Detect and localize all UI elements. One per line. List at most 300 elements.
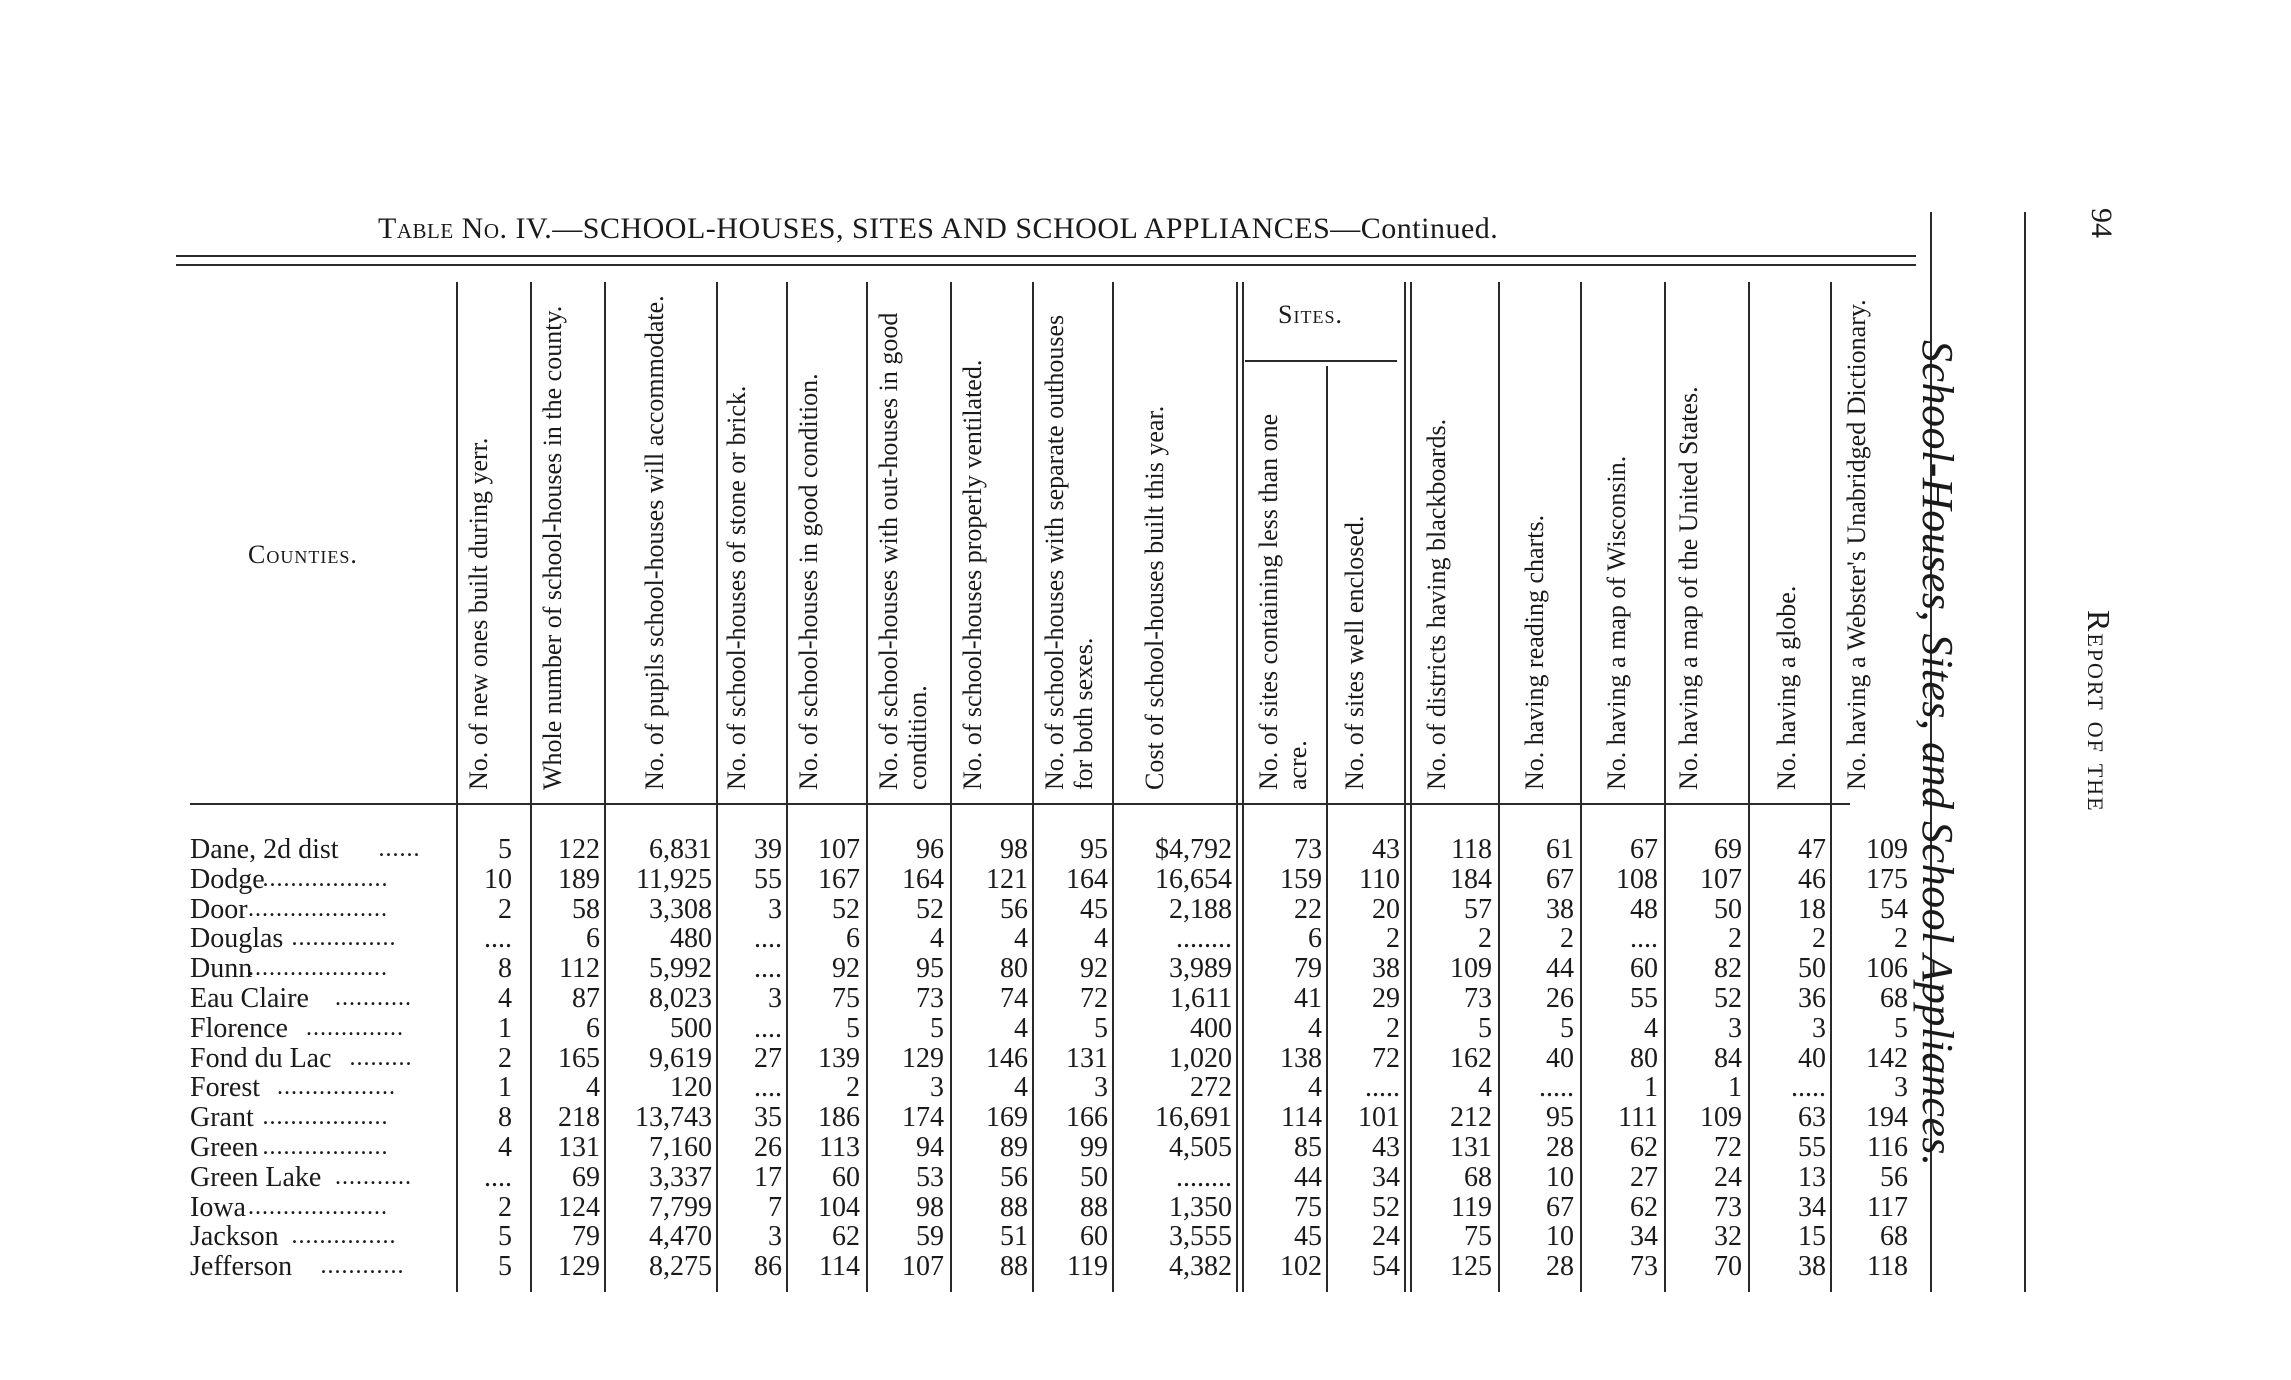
table-cell: 34	[1798, 1191, 1826, 1223]
table-cell: 118	[1451, 834, 1492, 865]
county-name: Jackson	[190, 1221, 279, 1253]
sites-header: Sites.	[1278, 300, 1343, 329]
table-cell: 212	[1450, 1102, 1492, 1134]
col-sep	[530, 282, 532, 1292]
table-cell: 16,691	[1155, 1102, 1232, 1134]
table-cell: 43	[1372, 834, 1400, 865]
table-cell: 35	[754, 1102, 782, 1134]
table-cell: 10	[1546, 1161, 1574, 1193]
col-header-good-condition: No. of school-houses in good condition.	[794, 373, 823, 790]
table-cell: 109	[1866, 834, 1908, 865]
table-cell: 3	[1728, 1012, 1742, 1044]
running-title: School-Houses, Sites, and School Appliances.	[1913, 340, 1962, 1167]
table-cell: 73	[1714, 1191, 1742, 1223]
table-cell: 40	[1798, 1042, 1826, 1074]
table-cell: 11,925	[636, 863, 712, 895]
county-name: Eau Claire	[190, 983, 309, 1014]
leader-dots: ...............	[291, 1223, 397, 1250]
col-sep	[786, 282, 788, 1292]
col-sep	[456, 282, 458, 1292]
col-sep-double	[1242, 282, 1244, 1292]
table-cell: 125	[1450, 1251, 1492, 1283]
table-cell: 1	[1728, 1072, 1742, 1104]
table-cell: 34	[1630, 1221, 1658, 1253]
table-cell: 47	[1798, 834, 1826, 865]
table-cell: 108	[1616, 863, 1658, 895]
table-cell: 174	[902, 1102, 944, 1134]
table-cell: 175	[1866, 863, 1908, 895]
table-cell: 5	[846, 1012, 860, 1044]
table-cell: 3	[1094, 1072, 1108, 1104]
table-cell: 4	[930, 923, 944, 955]
table-cell: 3	[1894, 1072, 1908, 1104]
table-cell: 58	[572, 893, 600, 925]
table-cell: 96	[916, 834, 944, 865]
table-cell: 13,743	[635, 1102, 712, 1134]
col-header-whole-number: Whole number of school-houses in the county.	[538, 305, 567, 790]
table-cell: 46	[1798, 863, 1826, 895]
table-cell: 159	[1280, 863, 1322, 895]
table-cell: 8,023	[649, 983, 712, 1014]
table-title-suffix: Continued.	[1360, 212, 1499, 245]
table-cell: 114	[1281, 1102, 1322, 1134]
table-cell: 6	[846, 923, 860, 955]
table-cell: 4,505	[1169, 1132, 1232, 1163]
table-cell: 2	[1386, 923, 1400, 955]
table-cell: 87	[572, 983, 600, 1014]
table-cell: 95	[916, 953, 944, 985]
table-cell: 6	[1308, 923, 1322, 955]
running-head: Report of the	[2081, 610, 2117, 813]
table-cell: 60	[1080, 1221, 1108, 1253]
table-cell: 92	[832, 953, 860, 985]
table-cell: 4	[1478, 1072, 1492, 1104]
table-cell: 69	[572, 1161, 600, 1193]
table-cell: 6	[586, 1012, 600, 1044]
table-cell: 3,308	[649, 893, 712, 925]
table-cell: 40	[1546, 1042, 1574, 1074]
col-header-cost: Cost of school-houses built this year.	[1140, 405, 1169, 790]
leader-dots: .................	[277, 1074, 396, 1101]
table-title	[378, 212, 1498, 246]
table-cell: 88	[1080, 1191, 1108, 1223]
col-header-map-wisconsin: No. having a map of Wisconsin.	[1602, 455, 1631, 790]
table-cell: 117	[1867, 1191, 1908, 1223]
table-cell: 88	[1000, 1251, 1028, 1283]
table-cell: 146	[986, 1042, 1028, 1074]
table-cell: 8,275	[649, 1251, 712, 1283]
table-cell: 169	[986, 1102, 1028, 1134]
table-cell: 114	[819, 1251, 860, 1283]
table-cell: 41	[1294, 983, 1322, 1014]
col-sep	[1112, 282, 1114, 1292]
table-cell: 2	[498, 1191, 512, 1223]
county-name: Jefferson	[190, 1251, 293, 1283]
col-sep	[1830, 282, 1832, 1292]
table-cell: 98	[916, 1191, 944, 1223]
table-cell: 39	[754, 834, 782, 865]
county-name: Fond du Lac	[190, 1042, 332, 1074]
table-cell: 124	[558, 1191, 600, 1223]
table-cell: 5	[1094, 1012, 1108, 1044]
table-cell: 1,611	[1170, 983, 1232, 1014]
table-cell: $4,792	[1155, 834, 1232, 865]
table-cell: 52	[916, 893, 944, 925]
table-cell: 27	[1630, 1161, 1658, 1193]
col-sep-double	[1410, 282, 1412, 1292]
table-cell: 131	[558, 1132, 600, 1163]
table-cell: 5	[498, 834, 512, 865]
table-cell: 52	[832, 893, 860, 925]
table-cell: 102	[1280, 1251, 1322, 1283]
table-cell: 129	[902, 1042, 944, 1074]
col-sep	[950, 282, 952, 1292]
table-cell: 9,619	[649, 1042, 712, 1074]
table-cell: 60	[1630, 953, 1658, 985]
table-cell: 5	[930, 1012, 944, 1044]
table-cell: 107	[818, 834, 860, 865]
table-cell: 4,382	[1169, 1251, 1232, 1283]
table-cell: 3	[768, 983, 782, 1014]
col-header-ventilated: No. of school-houses properly ventilated.	[958, 359, 987, 790]
table-cell: 20	[1372, 893, 1400, 925]
table-cell: 75	[1294, 1191, 1322, 1223]
table-cell: 73	[1464, 983, 1492, 1014]
county-name: Green Lake	[190, 1161, 322, 1193]
table-cell: 55	[754, 863, 782, 895]
table-cell: 4	[498, 1132, 512, 1163]
table-cell: 48	[1630, 893, 1658, 925]
table-cell: ........	[1176, 1161, 1232, 1193]
table-cell: 139	[818, 1042, 860, 1074]
table-cell: 4	[1014, 923, 1028, 955]
table-cell: 6,831	[649, 834, 712, 865]
table-cell: 4	[1014, 1012, 1028, 1044]
table-cell: 85	[1294, 1132, 1322, 1163]
table-cell: 119	[1451, 1191, 1492, 1223]
table-cell: 101	[1358, 1102, 1400, 1134]
table-cell: 110	[1359, 863, 1400, 895]
table-cell: 3	[930, 1072, 944, 1104]
table-cell: 6	[586, 923, 600, 955]
table-cell: 112	[559, 953, 600, 985]
table-cell: 18	[1798, 893, 1826, 925]
table-cell: 86	[754, 1251, 782, 1283]
table-cell: 1	[498, 1072, 512, 1104]
table-cell: 26	[754, 1132, 782, 1163]
table-cell: 55	[1798, 1132, 1826, 1163]
table-cell: 50	[1080, 1161, 1108, 1193]
col-header-stone-brick: No. of school-houses of stone or brick.	[722, 385, 751, 790]
table-cell: 5,992	[649, 953, 712, 985]
table-cell: 118	[1867, 1251, 1908, 1283]
county-name: Douglas	[190, 923, 284, 955]
table-cell: 3	[768, 1221, 782, 1253]
table-cell: 2	[498, 893, 512, 925]
table-cell: 2	[1478, 923, 1492, 955]
table-cell: ....	[484, 923, 512, 955]
table-cell: 218	[558, 1102, 600, 1134]
table-cell: 45	[1080, 893, 1108, 925]
table-cell: 184	[1450, 863, 1492, 895]
table-cell: 272	[1190, 1072, 1232, 1104]
table-cell: 480	[670, 923, 712, 955]
table-cell: 400	[1190, 1012, 1232, 1044]
table-cell: 73	[1294, 834, 1322, 865]
table-cell: 2	[1894, 923, 1908, 955]
table-cell: 56	[1000, 1161, 1028, 1193]
table-cell: 5	[1478, 1012, 1492, 1044]
table-cell: 3	[1812, 1012, 1826, 1044]
table-cell: 38	[1798, 1251, 1826, 1283]
col-sep	[604, 282, 606, 1292]
table-cell: 119	[1067, 1251, 1108, 1283]
table-cell: 50	[1714, 893, 1742, 925]
col-sep	[1664, 282, 1666, 1292]
table-cell: 55	[1630, 983, 1658, 1014]
county-name: Green	[190, 1132, 259, 1163]
table-cell: 73	[1630, 1251, 1658, 1283]
county-name: Forest	[190, 1072, 260, 1104]
table-cell: 5	[498, 1251, 512, 1283]
table-cell: .....	[1365, 1072, 1400, 1104]
table-cell: 92	[1080, 953, 1108, 985]
table-cell: 67	[1546, 1191, 1574, 1223]
table-cell: 27	[754, 1042, 782, 1074]
table-cell: 62	[1630, 1191, 1658, 1223]
table-cell: 113	[819, 1132, 860, 1163]
table-cell: 15	[1798, 1221, 1826, 1253]
leader-dots: ............	[320, 1253, 405, 1280]
leader-dots: .........	[349, 1044, 413, 1071]
table-cell: 4	[1644, 1012, 1658, 1044]
col-header-new-built: No. of new ones built during yerr.	[464, 437, 493, 790]
table-cell: 94	[916, 1132, 944, 1163]
table-cell: 69	[1714, 834, 1742, 865]
col-header-reading-charts: No. having reading charts.	[1520, 514, 1549, 790]
table-cell: 2,188	[1169, 893, 1232, 925]
table-cell: 24	[1714, 1161, 1742, 1193]
table-cell: 82	[1714, 953, 1742, 985]
table-cell: 194	[1866, 1102, 1908, 1134]
table-cell: 52	[1714, 983, 1742, 1014]
table-cell: .....	[1539, 1072, 1574, 1104]
col-sep	[716, 282, 718, 1292]
table-cell: 53	[916, 1161, 944, 1193]
table-cell: 5	[1560, 1012, 1574, 1044]
table-cell: 109	[1450, 953, 1492, 985]
leader-dots: ..................	[262, 1104, 389, 1131]
table-cell: 73	[916, 983, 944, 1014]
table-cell: 44	[1546, 953, 1574, 985]
table-cell: 44	[1294, 1161, 1322, 1193]
table-cell: 50	[1798, 953, 1826, 985]
table-cell: 4	[1094, 923, 1108, 955]
table-cell: 54	[1880, 893, 1908, 925]
table-cell: ....	[754, 953, 782, 985]
table-cell: ....	[754, 923, 782, 955]
table-cell: 10	[484, 863, 512, 895]
table-cell: 8	[498, 1102, 512, 1134]
table-cell: 75	[832, 983, 860, 1014]
leader-dots: ...........	[335, 985, 412, 1011]
leader-dots: ....................	[248, 895, 388, 922]
table-cell: 84	[1714, 1042, 1742, 1074]
table-cell: 28	[1546, 1251, 1574, 1283]
table-cell: 138	[1280, 1042, 1322, 1074]
table-cell: 28	[1546, 1132, 1574, 1163]
table-cell: 38	[1372, 953, 1400, 985]
table-cell: 120	[670, 1072, 712, 1104]
table-cell: 3,555	[1169, 1221, 1232, 1253]
table-cell: 107	[902, 1251, 944, 1283]
table-title-prefix: Table No. IV.	[378, 212, 553, 245]
table-cell: 80	[1630, 1042, 1658, 1074]
table-cell: 16,654	[1155, 863, 1232, 895]
col-sep	[1580, 282, 1582, 1292]
leader-dots: ...........	[335, 1163, 412, 1190]
top-rule-2	[176, 264, 1916, 266]
table-cell: 186	[818, 1102, 860, 1134]
table-cell: 22	[1294, 893, 1322, 925]
table-cell: 164	[1066, 863, 1108, 895]
county-name: Grant	[190, 1102, 254, 1134]
table-cell: 5	[1894, 1012, 1908, 1044]
table-cell: 189	[558, 863, 600, 895]
table-cell: 7,799	[649, 1191, 712, 1223]
table-cell: 36	[1798, 983, 1826, 1014]
table-cell: 109	[1700, 1102, 1742, 1134]
table-cell: 59	[916, 1221, 944, 1253]
table-cell: 68	[1464, 1161, 1492, 1193]
table-cell: 70	[1714, 1251, 1742, 1283]
table-cell: 32	[1714, 1221, 1742, 1253]
table-cell: 57	[1464, 893, 1492, 925]
table-cell: 67	[1546, 863, 1574, 895]
table-cell: 3	[768, 893, 782, 925]
table-cell: 10	[1546, 1221, 1574, 1253]
table-cell: 165	[558, 1042, 600, 1074]
table-cell: 121	[986, 863, 1028, 895]
table-cell: 162	[1450, 1042, 1492, 1074]
table-cell: 3,337	[649, 1161, 712, 1193]
table-cell: 63	[1798, 1102, 1826, 1134]
table-cell: 129	[558, 1251, 600, 1283]
table-cell: 52	[1372, 1191, 1400, 1223]
col-header-sites-enclosed: No. of sites well enclosed.	[1340, 515, 1369, 790]
table-cell: 7	[768, 1191, 782, 1223]
table-cell: 167	[818, 863, 860, 895]
table-cell: 1	[498, 1012, 512, 1044]
col-sep-double	[1236, 282, 1238, 1292]
table-cell: ........	[1176, 923, 1232, 955]
counties-header: Counties.	[248, 540, 358, 569]
table-cell: 4	[498, 983, 512, 1014]
table-cell: 2	[1812, 923, 1826, 955]
col-header-blackboards: No. of districts having blackboards.	[1422, 418, 1451, 790]
leader-dots: ......	[378, 836, 421, 862]
county-name: Door	[190, 893, 248, 925]
table-cell: 56	[1000, 893, 1028, 925]
col-sep	[866, 282, 868, 1292]
table-cell: 4	[586, 1072, 600, 1104]
table-cell: 1,350	[1169, 1191, 1232, 1223]
table-cell: 3,989	[1169, 953, 1232, 985]
table-cell: 54	[1372, 1251, 1400, 1283]
table-cell: 4	[1308, 1012, 1322, 1044]
table-cell: 104	[818, 1191, 860, 1223]
table-cell: 122	[558, 834, 600, 865]
table-cell: 74	[1000, 983, 1028, 1014]
table-cell: 2	[498, 1042, 512, 1074]
table-cell: 79	[572, 1221, 600, 1253]
leader-dots: ..................	[262, 865, 389, 892]
table-cell: 67	[1630, 834, 1658, 865]
top-rule	[176, 255, 1916, 257]
table-cell: 8	[498, 953, 512, 985]
col-sep	[1032, 282, 1034, 1292]
table-cell: 43	[1372, 1132, 1400, 1163]
header-underline	[190, 803, 1850, 805]
col-header-map-us: No. having a map of the United States.	[1674, 386, 1703, 790]
table-cell: 4,470	[649, 1221, 712, 1253]
table-cell: 1,020	[1169, 1042, 1232, 1074]
table-cell: 62	[832, 1221, 860, 1253]
table-cell: 72	[1714, 1132, 1742, 1163]
county-name: Dunn	[190, 953, 253, 985]
table-cell: .....	[1791, 1072, 1826, 1104]
table-cell: 131	[1450, 1132, 1492, 1163]
table-cell: 2	[846, 1072, 860, 1104]
sites-underline	[1245, 360, 1397, 362]
table-cell: 61	[1546, 834, 1574, 865]
table-cell: ....	[1630, 923, 1658, 955]
table-cell: 38	[1546, 893, 1574, 925]
table-cell: 56	[1880, 1161, 1908, 1193]
table-cell: 5	[498, 1221, 512, 1253]
leader-dots: ..............	[306, 1014, 404, 1041]
table-cell: 17	[754, 1161, 782, 1193]
table-cell: 95	[1546, 1102, 1574, 1134]
table-cell: ....	[754, 1012, 782, 1044]
table-cell: 62	[1630, 1132, 1658, 1163]
table-cell: 166	[1066, 1102, 1108, 1134]
col-header-separate-outhouses: No. of school-houses with separate outhouses for both sexes.	[1040, 314, 1098, 790]
table-cell: 107	[1700, 863, 1742, 895]
county-name: Dane, 2d dist	[190, 834, 339, 865]
table-cell: 2	[1386, 1012, 1400, 1044]
table-cell: 75	[1464, 1221, 1492, 1253]
leader-dots: ....................	[248, 1193, 388, 1220]
table-cell: 131	[1066, 1042, 1108, 1074]
table-cell: 79	[1294, 953, 1322, 985]
table-cell: 164	[902, 863, 944, 895]
table-cell: 60	[832, 1161, 860, 1193]
col-header-outhouses-good: No. of school-houses with out-houses in good condition.	[874, 312, 932, 790]
table-cell: 2	[1728, 923, 1742, 955]
table-cell: 34	[1372, 1161, 1400, 1193]
table-cell: 89	[1000, 1132, 1028, 1163]
table-cell: 142	[1866, 1042, 1908, 1074]
table-cell: 80	[1000, 953, 1028, 985]
table-cell: 4	[1308, 1072, 1322, 1104]
col-header-webster: No. having a Webster's Unabridged Dictionary.	[1842, 299, 1871, 790]
leader-dots: ..................	[262, 1134, 389, 1160]
table-cell: 29	[1372, 983, 1400, 1014]
page-number: 94	[2085, 208, 2118, 238]
county-name: Dodge	[190, 863, 265, 895]
county-name: Iowa	[190, 1191, 246, 1223]
